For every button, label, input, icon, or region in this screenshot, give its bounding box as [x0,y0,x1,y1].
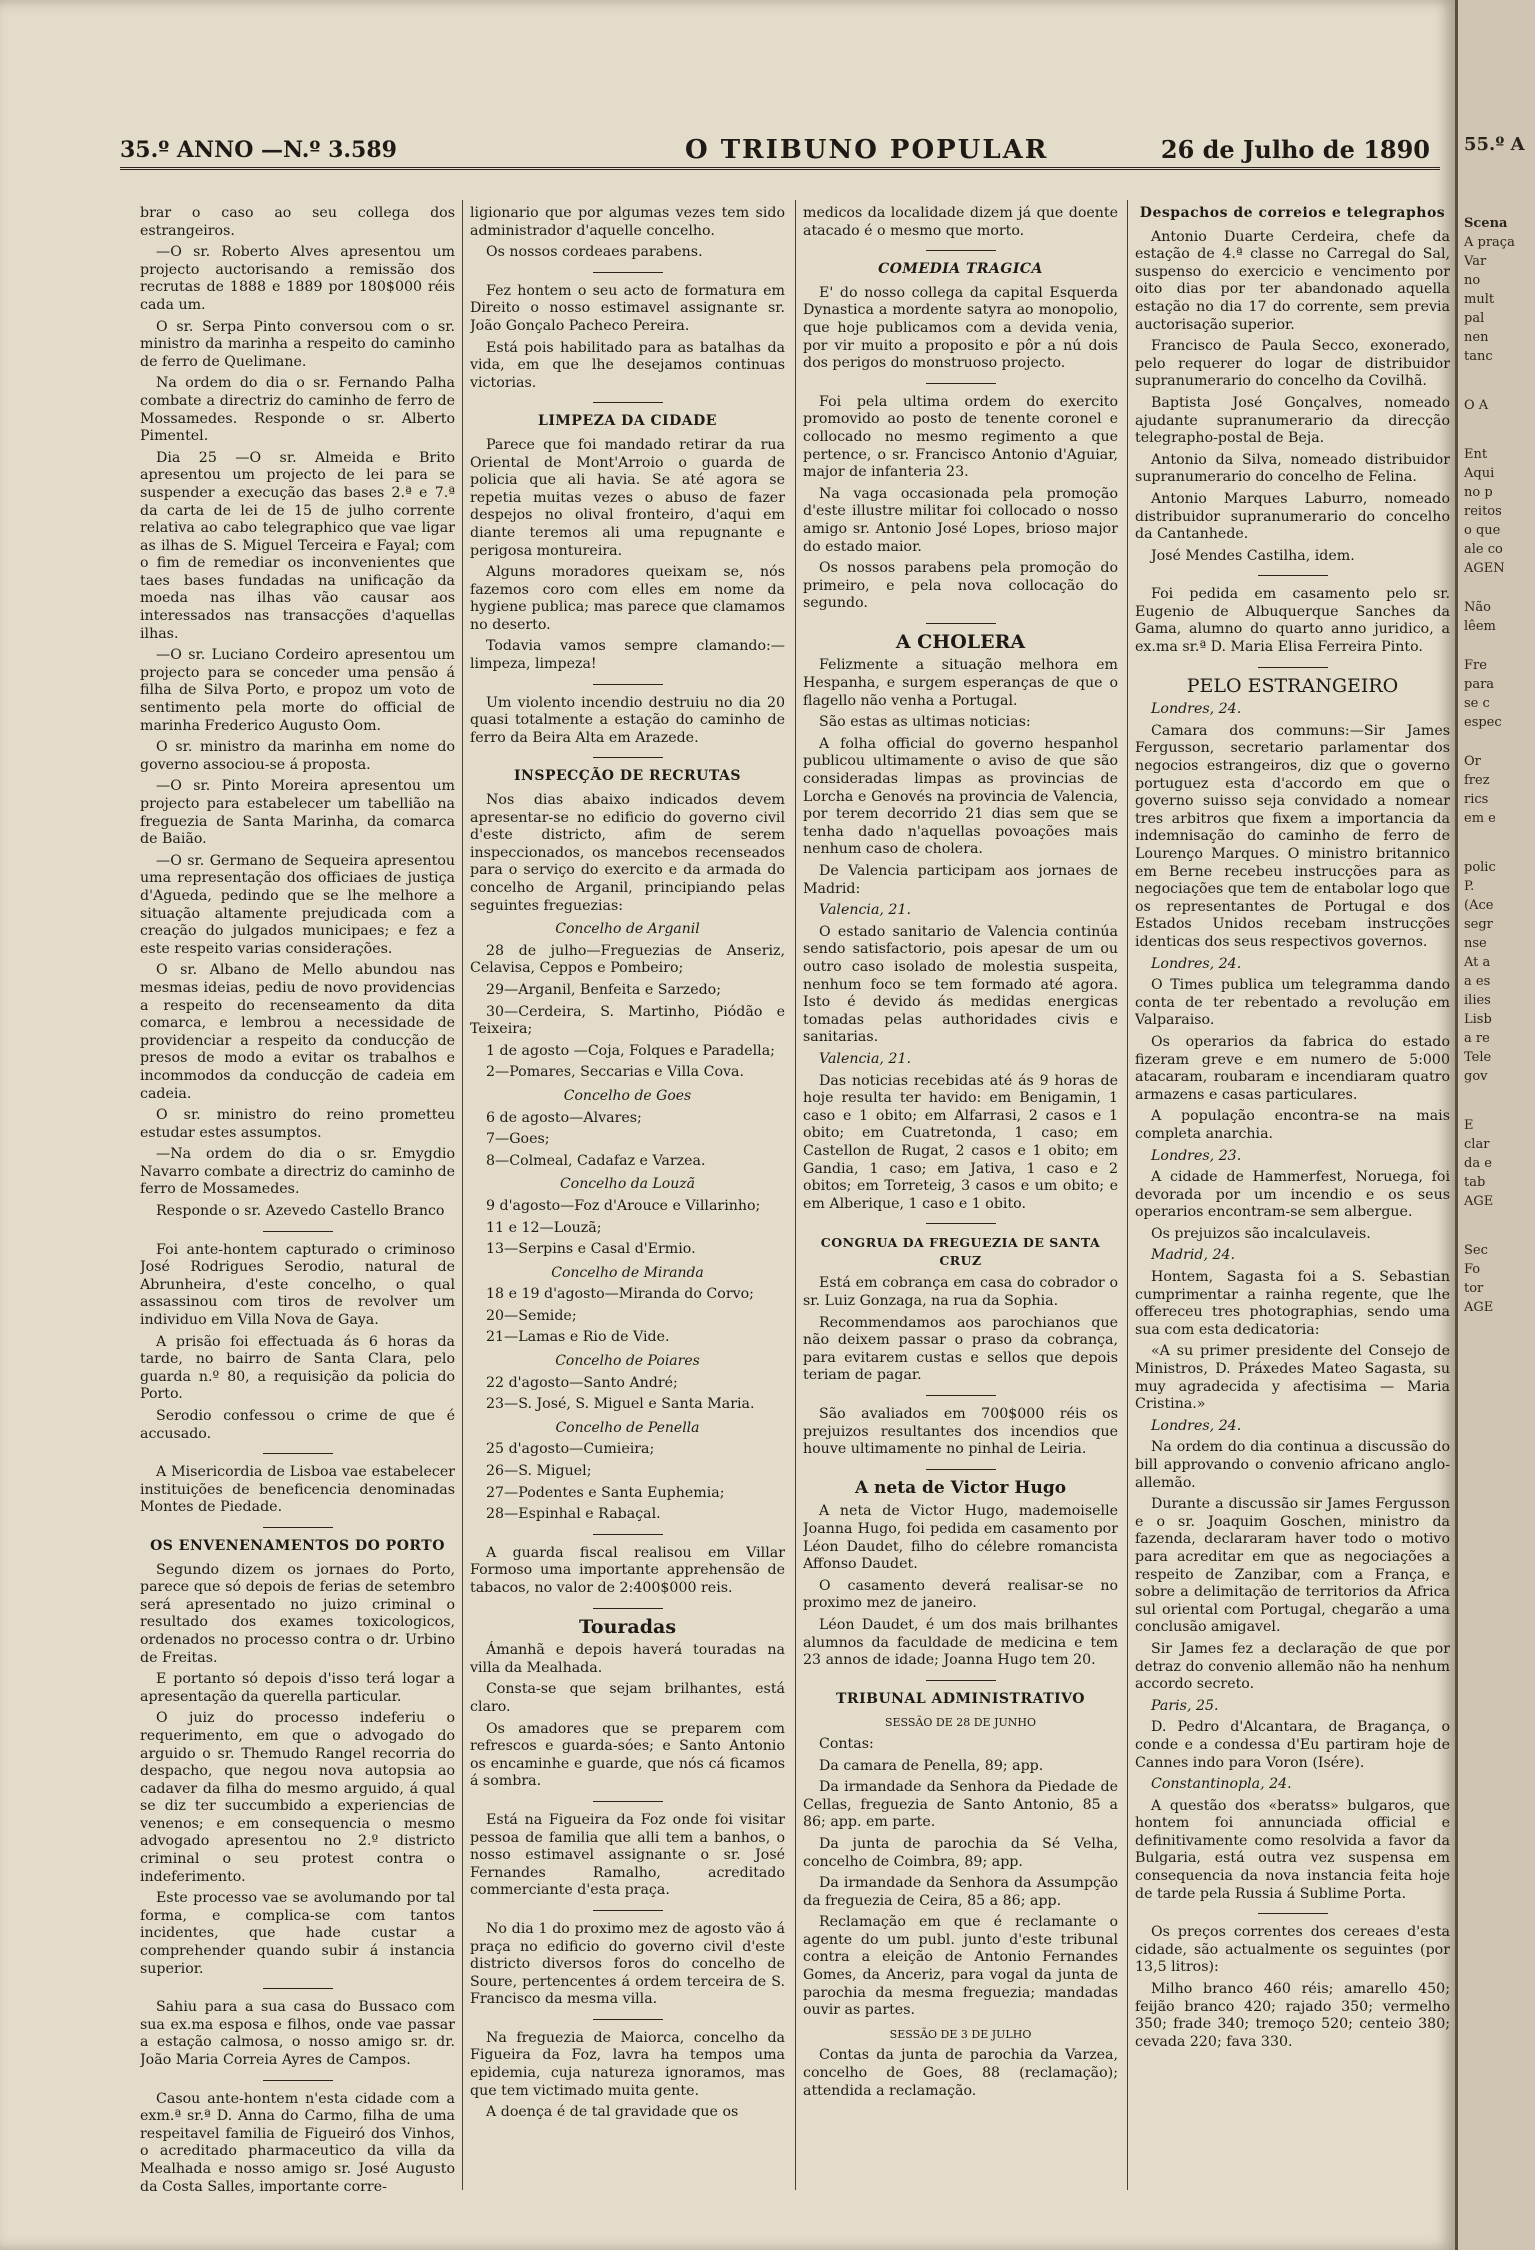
strip-line: a es [1464,974,1491,989]
column-rule [462,200,463,2190]
strip-line: gov [1464,1069,1488,1084]
paragraph: A Misericordia de Lisboa vae estabelecer instituições de beneficencia denominadas Montes de Piedade. [140,1464,455,1516]
strip-line: Lisb [1464,1012,1492,1027]
strip-line: O A [1464,398,1489,413]
strip-line: AGEN [1464,561,1505,576]
list-item: 21—Lamas e Rio de Vide. [486,1329,670,1346]
strip-line: reitos [1464,504,1502,519]
paragraph: Os operarios da fabrica do estado fizeram greve e em numero de 5:000 atacaram, roubaram e incendiaram quatro armazens e casas particulares. [1135,1033,1450,1103]
section-divider [263,1988,333,1989]
strip-line: P. [1464,879,1475,894]
paragraph: Durante a discussão sir James Fergusson e o sr. Joaquim Goschen, ministro da fazenda, declararam haver todo o motivo para acreditar em que as negociações a respeito de Zanzibar, com a França, e sobre a delimitação de territorios da Africa sul oriental com Portugal, chegarão a uma conclusão amigavel. [1135,1496,1450,1636]
paragraph: Os nossos parabens pela promoção do primeiro, e pela nova collocação do segundo. [803,560,1118,612]
section-divider [593,1801,663,1802]
paragraph: Antonio da Silva, nomeado distribuidor supranumerario do concelho de Felina. [1135,451,1450,486]
paragraph: O Times publica um telegramma dando conta de ter rebentado a revolução em Valparaiso. [1135,977,1450,1029]
paragraph: Foi pedida em casamento pelo sr. Eugenio de Albuquerque Sanches da Gama, alumno do quarto anno juridico, a ex.ma sr.ª D. Maria Elisa Ferreira Pinto. [1135,586,1450,656]
paragraph: —O sr. Roberto Alves apresentou um projecto auctorisando a remissão dos recrutas de 1888 e 1889 por 180$000 réis cada um. [140,244,455,313]
paragraph: Foi pela ultima ordem do exercito promovido ao posto de tenente coronel e collocado no mesmo regimento a que pertence, o sr. Francisco Antonio d'Aguiar, major de infanteria 23. [803,393,1118,481]
paragraph: A doença é de tal gravidade que os [486,2104,739,2121]
paragraph: O sr. ministro da marinha em nome do governo associou-se á proposta. [140,739,455,773]
paragraph: Fez hontem o seu acto de formatura em Direito o nosso estimavel assignante sr. João Gonçalo Pacheco Pereira. [470,282,785,334]
paragraph: No dia 1 do proximo mez de agosto vão á praça no edificio do governo civil d'este districto diversos foros do concelho de Soure, pertencentes á ordem terceira de S. Francisco da mesma villa. [470,1920,785,2008]
subheading: Concelho de Miranda [551,1264,704,1281]
strip-line: Fre [1464,658,1487,673]
section-divider [593,757,663,758]
paragraph: Os amadores que se preparem com refrescos e guarda-sóes; e Santo Antonio os encaminhe e guarde, que nós cá ficamos á sombra. [470,1720,785,1790]
strip-line: (Ace [1464,898,1494,913]
paragraph: medicos da localidade dizem já que doente atacado é o mesmo que morto. [803,205,1118,239]
list-item: 1 de agosto —Coja, Folques e Paradella; [486,1042,775,1059]
strip-line: AGE [1464,1300,1494,1315]
column-3 [803,205,1118,2195]
list-item: 30—Cerdeira, S. Martinho, Piódão e Teixeira; [470,1003,785,1038]
paragraph: Nos dias abaixo indicados devem apresentar-se no edificio do governo civil d'este districto, afim de serem inspeccionados, os mancebos recenseados para o serviço do exercito e da armada do concelho de Arganil, principiando pelas seguintes freguezias: [470,792,785,914]
strip-line: AGE [1464,1194,1494,1209]
paragraph: —O sr. Pinto Moreira apresentou um projecto para estabelecer um tabellião na freguezia de Santa Marinha, da comarca de Baião. [140,778,455,848]
section-heading: LIMPEZA DA CIDADE [538,413,717,430]
neighbor-page-strip [1455,0,1535,2250]
strip-line: a re [1464,1031,1490,1046]
section-heading: A neta de Victor Hugo [854,1477,1067,1498]
strip-line: da e [1464,1156,1492,1171]
paragraph: Das noticias recebidas até ás 9 horas de hoje resulta ter havido: em Benigamin, 1 caso e 1 obito; em Alfarrasi, 2 casos e 1 obito; em Cuatretonda, 1 caso; em Castellon de Rugat, 2 casos e 1 obito; em Gandia, 1 caso; em Jativa, 1 caso e 2 obitos; em Torreteig, 3 casos e um obito; e em Alberique, 1 caso e 1 obito. [803,1072,1118,1212]
strip-line: no [1464,273,1481,288]
list-item: 27—Podentes e Santa Euphemia; [486,1484,725,1501]
paragraph: Responde o sr. Azevedo Castello Branco [156,1203,445,1220]
paragraph: Sir James fez a declaração de que por detraz do convenio allemão não ha nenhum accordo secreto. [1135,1640,1450,1693]
strip-line: polic [1464,860,1496,875]
paragraph: Os nossos cordeaes parabens. [486,244,703,261]
column-1 [140,205,455,2195]
strip-line: E [1464,1118,1474,1133]
list-item: 28—Espinhal e Rabaçal. [486,1506,661,1523]
section-heading: PELO ESTRANGEIRO [1186,674,1399,697]
paragraph: —O sr. Luciano Cordeiro apresentou um projecto para se conceder uma pensão á filha de Silva Porto, e propoz um voto de sentimento pela morte do official de marinha Frederico Augusto Oom. [140,647,455,734]
section-divider [926,1680,996,1681]
paragraph: Da irmandade da Senhora da Assumpção da freguezia de Ceira, 85 a 86; app. [803,1875,1118,1909]
list-item: 26—S. Miguel; [486,1463,592,1480]
strip-line: rics [1464,792,1489,807]
list-item: 9 d'agosto—Foz d'Arouce e Villarinho; [486,1197,761,1214]
paragraph: A cidade de Hammerfest, Noruega, foi devorada por um incendio e os seus operarios encontram-se sem albergue. [1135,1169,1450,1221]
issue-number: 35.º ANNO —N.º 3.589 [120,137,397,163]
paragraph: brar o caso ao seu collega dos estrangeiros. [140,205,455,239]
dateline: Valencia, 21. [819,902,911,919]
section-divider [926,250,996,251]
paragraph: Ámanhã e depois haverá touradas na villa da Mealhada. [470,1642,785,1676]
masthead [120,125,1440,170]
strip-line: 55.º A [1464,134,1525,155]
list-item: 18 e 19 d'agosto—Miranda do Corvo; [486,1286,754,1303]
strip-line: Scena [1464,216,1508,231]
strip-line: espec [1464,715,1502,730]
strip-line: ale co [1464,542,1503,557]
list-item: 11 e 12—Louzã; [486,1219,602,1236]
strip-line: Or [1464,754,1481,769]
paragraph: Na vaga occasionada pela promoção d'este illustre militar foi collocado o nosso amigo sr. Antonio José Lopes, brioso major do estado maior. [803,485,1118,555]
section-divider [263,1453,333,1454]
paragraph: Hontem, Sagasta foi a S. Sebastian cumprimentar a rainha regente, que lhe offereceu tres photographias, sendo uma sua com esta dedicatoria: [1135,1269,1450,1338]
list-item: 7—Goes; [486,1131,550,1148]
subheading: SESSÃO DE 28 DE JUNHO [884,1716,1036,1730]
subheading: SESSÃO DE 3 DE JULHO [889,2027,1032,2041]
paragraph: Na ordem do dia o sr. Fernando Palha combate a directriz do caminho de ferro de Mossamedes. Responde o sr. Alberto Pimentel. [140,375,455,445]
list-item: 25 d'agosto—Cumieira; [486,1441,655,1458]
paragraph: A folha official do governo hespanhol publicou ultimamente o aviso de que são consideradas limpas as provincias de Lorcha e Genovés na provincia de Valencia, por terem decorrido 21 dias sem que se tenha dado n'aquellas povoações mais nenhum caso de cholera. [803,735,1118,858]
paragraph: A prisão foi effectuada ás 6 horas da tarde, no bairro de Santa Clara, pelo guarda n.º 80, a requisição da policia do Porto. [140,1333,455,1403]
dateline: Londres, 24. [1151,1417,1242,1434]
strip-line: Ent [1464,447,1488,462]
dateline: Constantinopla, 24. [1151,1776,1292,1793]
paragraph: Camara dos communs:—Sir James Fergusson, secretario parlamentar dos negocios estrangeiros, diz que o governo portuguez esta d'accordo em que o governo suisso seja convidado a nomear tres arbitros que fixem a importancia da indemnisação do caminho de ferro de Lourenço Marques. O ministro britannico em Berne recebeu instrucções para as negociações que tem de entabolar logo que os representantes de Portugal e dos Estados Unidos recebam instrucções identicas dos seus respectivos governos. [1135,722,1450,950]
dateline: Londres, 24. [1151,955,1242,972]
column-4 [1135,205,1450,2195]
strip-line: frez [1464,773,1490,788]
strip-line: A praça [1464,235,1515,250]
paragraph: Os preços correntes dos cereaes d'esta cidade, são actualmente os seguintes (por 13,5 litros): [1135,1924,1450,1976]
section-heading: INSPECÇÃO DE RECRUTAS [514,768,741,785]
column-rule [795,200,796,2190]
paragraph: A guarda fiscal realisou em Villar Formoso uma importante apprehensão de tabacos, no valor de 2:400$000 reis. [470,1544,785,1596]
paragraph: Segundo dizem os jornaes do Porto, parece que só depois de ferias de setembro será apresentado no juizo criminal o resultado dos exames toxicologicos, ordenados no processo contra o dr. Urbino de Freitas. [140,1561,455,1666]
paragraph: O sr. Albano de Mello abundou nas mesmas ideias, pediu de novo providencias a respeito do recenseamento da dita comarca, e lembrou a necessidade de providenciar a respeito da conducção de presos de modo a evitar os trabalhos e incommodos da conducção de cadeia em cadeia. [140,962,455,1102]
paragraph: Léon Daudet, é um dos mais brilhantes alumnos da faculdade de medicina e tem 23 annos de idade; Joanna Hugo tem 20. [803,1616,1118,1669]
paragraph: Na ordem do dia continua a discussão do bill approvando o convenio africano anglo-allemão. [1135,1439,1450,1491]
strip-line: pal [1464,311,1485,326]
list-item: 2—Pomares, Seccarias e Villa Cova. [486,1064,745,1081]
paragraph: Recommendamos aos parochianos que não deixem passar o praso da cobrança, para evitarem custas e sellos que depois teriam de pagar. [803,1314,1118,1384]
section-divider [593,684,663,685]
dateline: Londres, 24. [1151,701,1242,718]
section-heading: Despachos de correios e telegraphos [1139,205,1446,221]
section-divider [926,1223,996,1224]
paragraph: O juiz do processo indeferiu o requerimento, em que o advogado do arguido o sr. Themudo Rangel recorria do despacho, que negou nova autopsia ao cadaver da filha do mesmo arguido, á qual se diz ter succumbido a experiencias de venenos; e em consequencia o mesmo advogado apresentou no 2.º districto criminal o seu protest contra o indeferimento. [140,1710,455,1885]
paragraph: Está pois habilitado para as batalhas da vida, em que lhe desejamos continuas victorias. [470,339,785,391]
strip-line: mult [1464,292,1495,307]
section-divider [926,383,996,384]
strip-line: nen [1464,330,1489,345]
paragraph: Este processo vae se avolumando por tal forma, e complica-se com tantos incidentes, que hade custar a comprehender quando subir á instancia superior. [140,1890,455,1977]
strip-line: Não [1464,600,1491,615]
paragraph: O casamento deverá realisar-se no proximo mez de janeiro. [803,1577,1118,1612]
paragraph: Reclamação em que é reclamante o agente do um publ. junto d'este tribunal contra a eleição de Antonio Fernandes Gomes, da Anceriz, para vogal da junta de parochia da mesma freguezia; mandadas ouvir as partes. [803,1914,1118,2019]
paragraph: Sahiu para a sua casa do Bussaco com sua ex.ma esposa e filhos, onde vae passar a estação calmosa, o nosso amigo sr. dr. João Maria Correia Ayres de Campos. [140,1999,455,2068]
strip-line: tor [1464,1281,1484,1296]
strip-line: lêem [1464,619,1496,634]
column-2 [470,205,785,2195]
paragraph: Alguns moradores queixam se, nós fazemos coro com elles em nome da hygiene publica; mas parece que clamamos no deserto. [470,564,785,633]
strip-line: Tele [1464,1050,1492,1065]
paragraph: Contas: [819,1735,874,1752]
strip-line: clar [1464,1137,1490,1152]
paragraph: Na freguezia de Maiorca, concelho da Figueira da Foz, lavra ha tempos uma epidemia, cuja natureza ignoramos, mas que tem victimado muita gente. [470,2029,785,2099]
section-divider [593,1608,663,1609]
strip-line: se c [1464,696,1490,711]
list-item: 20—Semide; [486,1307,577,1324]
dateline: Valencia, 21. [819,1050,911,1067]
issue-date: 26 de Julho de 1890 [1160,135,1430,164]
strip-line: nse [1464,936,1487,951]
section-heading: A CHOLERA [895,630,1026,653]
strip-line: Fo [1464,1262,1481,1277]
paragraph: E' do nosso collega da capital Esquerda Dynastica a mordente satyra ao monopolio, que hoje publicamos com a devida venia, por vir muito a proposito e pôr a nú dois dos perigos do monstruoso projecto. [803,284,1118,372]
section-heading: COMEDIA TRAGICA [878,261,1043,278]
strip-line: para [1464,677,1495,692]
paragraph: Serodio confessou o crime de que é accusado. [140,1408,455,1442]
paragraph: Contas da junta de parochia da Varzea, concelho de Goes, 88 (reclamação); attendida a reclamação. [803,2047,1118,2099]
dateline: Londres, 23. [1151,1147,1242,1164]
section-divider [593,402,663,403]
list-item: 22 d'agosto—Santo André; [486,1374,678,1391]
subheading: Concelho de Penella [555,1419,700,1436]
section-divider [593,2019,663,2020]
paragraph: Da irmandade da Senhora da Piedade de Cellas, freguezia de Santo Antonio, 85 a 86; app. em parte. [803,1779,1118,1831]
paragraph: A questão dos «beratss» bulgaros, que hontem foi annunciada official e definitivamente como resolvida a favor da Bulgaria, está outra vez suspensa em consequencia da nova instancia feita hoje de tarde pela Russia á Sublime Porta. [1135,1797,1450,1902]
section-divider [926,1395,996,1396]
paragraph: São avaliados em 700$000 réis os prejuizos resultantes dos incendios que houve ultimamente no pinhal de Leiria. [803,1406,1118,1458]
paragraph: Consta-se que sejam brilhantes, está claro. [470,1681,785,1715]
section-divider [1258,667,1328,668]
section-divider [263,1231,333,1232]
paragraph: ligionario que por algumas vezes tem sido administrador d'aquelle concelho. [470,205,785,239]
section-divider [593,1534,663,1535]
section-divider [263,2080,333,2081]
section-heading: OS ENVENENAMENTOS DO PORTO [150,1537,445,1554]
section-divider [926,1469,996,1470]
paragraph: Dia 25 —O sr. Almeida e Brito apresentou um projecto de lei para se suspender a execução das bases 2.ª e 7.ª da carta de lei de 15 de julho corrente relativa ao cabo telegraphico que vae ligar as ilhas de S. Miguel Terceira e Fayal; com o fim de remediar os inconvenientes que taes bases fundadas na unificação da moeda nas ilhas vão causar aos interessados nas transacções d'aquellas ilhas. [140,449,455,642]
paragraph: Milho branco 460 réis; amarello 450; feijão branco 420; rajado 350; vermelho 350; frade 340; tremoço 520; centeio 380; cevada 220; fava 330. [1135,1981,1450,2050]
list-item: 8—Colmeal, Cadafaz e Varzea. [486,1152,706,1169]
paragraph: «A su primer presidente del Consejo de Ministros, D. Práxedes Mateo Sagasta, su muy agradecida y afectisima — Maria Cristina.» [1135,1343,1450,1413]
strip-line: o que [1464,523,1501,538]
strip-line: em e [1464,811,1496,826]
section-divider [263,1527,333,1528]
dateline: Paris, 25. [1151,1697,1219,1714]
strip-line: ilies [1464,993,1491,1008]
strip-line: no p [1464,485,1493,500]
paragraph: Foi ante-hontem capturado o criminoso José Rodrigues Serodio, natural de Abrunheira, d'este concelho, o qual assassinou com tiros de revolver um individuo em Villa Nova de Gaya. [140,1241,455,1329]
paragraph: Da camara de Penella, 89; app. [819,1757,1044,1774]
paragraph: Baptista José Gonçalves, nomeado ajudante supranumerario da direcção telegrapho-postal de Beja. [1135,394,1450,447]
paragraph: —Na ordem do dia o sr. Emygdio Navarro combate a directriz do caminho de ferro de Mossamedes. [140,1146,455,1198]
section-divider [926,623,996,624]
section-divider [1258,575,1328,576]
column-rule [1127,200,1128,2190]
subheading: Concelho de Goes [563,1087,692,1104]
strip-line: Aqui [1464,466,1495,481]
list-item: 23—S. José, S. Miguel e Santa Maria. [486,1396,755,1413]
subheading: Concelho da Louzã [560,1176,695,1193]
paragraph: E portanto só depois d'isso terá logar a apresentação da querella particular. [140,1671,455,1705]
paragraph: Um violento incendio destruiu no dia 20 quasi totalmente a estação do caminho de ferro da Beira Alta em Arazede. [470,694,785,746]
paragraph: Parece que foi mandado retirar da rua Oriental de Mont'Arroio o guarda de policia que ali havia. Se até agora se repetia muitas vezes o abuso de fazer despejos no olival fronteiro, d'aqui em diante teremos ali uma repugnante e perigosa montureira. [470,436,785,559]
section-heading: TRIBUNAL ADMINISTRATIVO [836,1690,1085,1707]
strip-line: tanc [1464,349,1493,364]
paragraph: Antonio Marques Laburro, nomeado distribuidor supranumerario do concelho da Cantanhede. [1135,490,1450,543]
paragraph: Felizmente a situação melhora em Hespanha, e surgem esperanças de que o flagello não venha a Portugal. [803,657,1118,709]
subheading: Concelho de Poiares [555,1353,700,1370]
paragraph: D. Pedro d'Alcantara, de Bragança, o conde e a condessa d'Eu partiram hoje de Cannes indo para Voron (Isére). [1135,1719,1450,1771]
paragraph: Está em cobrança em casa do cobrador o sr. Luiz Gonzaga, na rua da Sophia. [803,1275,1118,1310]
paragraph: Todavia vamos sempre clamando:—limpeza, limpeza! [470,638,785,673]
strip-line: Sec [1464,1243,1488,1258]
section-divider [593,272,663,273]
paragraph: De Valencia participam aos jornaes de Madrid: [803,863,1118,897]
paragraph: O sr. Serpa Pinto conversou com o sr. ministro da marinha a respeito do caminho de ferro de Quelimane. [140,318,455,370]
list-item: 6 de agosto—Alvares; [486,1109,642,1126]
paragraph: A população encontra-se na mais completa anarchia. [1135,1108,1450,1142]
paragraph: A neta de Victor Hugo, mademoiselle Joanna Hugo, foi pedida em casamento por Léon Daudet, filho do célebre romancista Affonso Daudet. [803,1503,1118,1573]
strip-line: Var [1464,254,1487,269]
list-item: 29—Arganil, Benfeita e Sarzedo; [486,981,721,998]
paragraph: Casou ante-hontem n'esta cidade com a exm.ª sr.ª D. Anna do Carmo, filha de uma respeitavel familia de Figueiró dos Vinhos, o acreditado pharmaceutico da villa da Mealhada e nosso amigo sr. José Augusto da Costa Salles, importante corre- [140,2090,455,2195]
paragraph: O sr. ministro do reino prometteu estudar estes assumptos. [140,1107,455,1141]
strip-line: At a [1464,955,1491,970]
strip-line: segr [1464,917,1493,932]
newspaper-title: O TRIBUNO POPULAR [685,135,1049,165]
paragraph: Está na Figueira da Foz onde foi visitar pessoa de familia que alli tem a banhos, o nosso estimavel assignante o sr. José Fernandes Ramalho, acreditado commerciante d'esta praça. [470,1811,785,1899]
paragraph: Da junta de parochia da Sé Velha, concelho de Coimbra, 89; app. [803,1835,1118,1870]
section-divider [593,1910,663,1911]
dateline: Madrid, 24. [1151,1247,1236,1264]
paragraph: Os prejuizos são incalculaveis. [1151,1225,1371,1242]
paragraph: São estas as ultimas noticias: [819,714,1031,731]
paragraph: O estado sanitario de Valencia continúa sendo satisfactorio, pois apesar de um ou outro caso isolado de molestia suspeita, nenhum foco se tem formado até agora. Isto é devido ás medidas energicas tomadas pelas authoridades civis e sanitarias. [803,923,1118,1046]
strip-line: tab [1464,1175,1486,1190]
section-divider [1258,1913,1328,1914]
section-heading: Touradas [578,1615,677,1638]
list-item: 13—Serpins e Casal d'Ermio. [486,1241,696,1258]
section-heading: CONGRUA DA FREGUEZIA DE SANTA CRUZ [820,1235,1101,1268]
list-item: 28 de julho—Freguezias de Anseriz, Celavisa, Ceppos e Pombeiro; [470,942,785,977]
paragraph: Francisco de Paula Secco, exonerado, pelo requerer do logar de distribuidor supranumerario do concelho da Covilhã. [1135,338,1450,390]
paragraph: —O sr. Germano de Sequeira apresentou uma representação dos officiaes de justiça d'Agueda, pedindo que se lhe melhore a situação altamente prejudicada com a creação do julgados municipaes; e fez a este respeito varias considerações. [140,852,455,957]
paragraph: Antonio Duarte Cerdeira, chefe da estação de 4.ª classe no Carregal do Sal, suspenso do exercicio e vencimento por oito dias por ter abandonado aquella estação no dia 17 do corrente, sem previa auctorisação superior. [1135,228,1450,333]
paragraph: José Mendes Castilha, idem. [1151,547,1355,564]
subheading: Concelho de Arganil [555,921,700,938]
